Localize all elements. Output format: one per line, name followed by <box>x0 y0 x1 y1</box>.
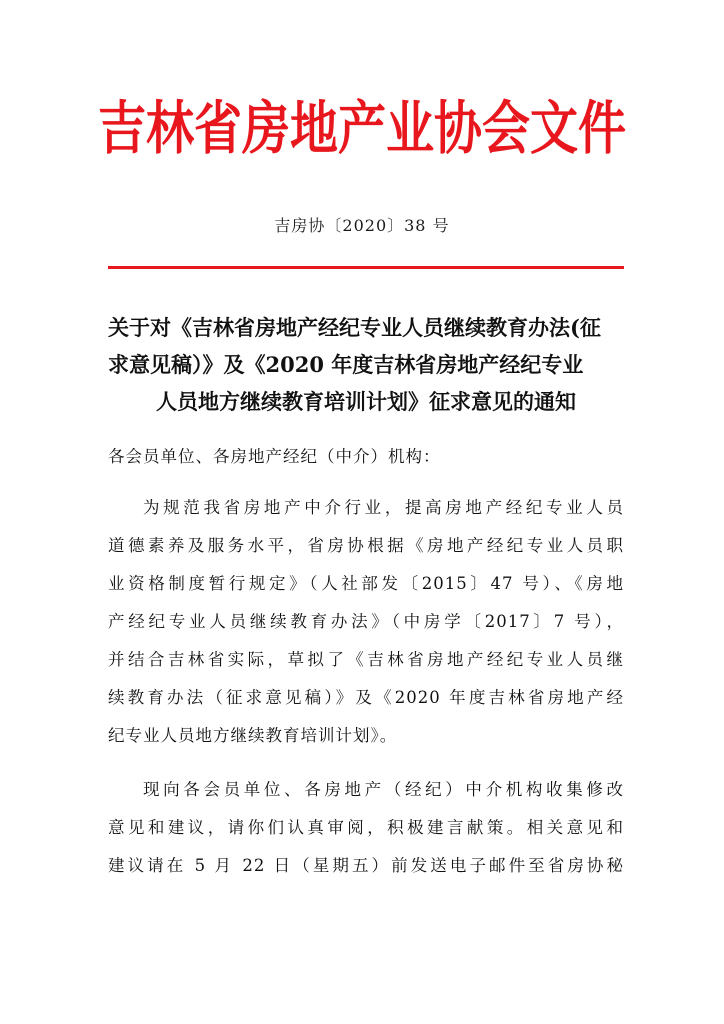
paragraph-line: 道德素养及服务水平，省房协根据《房地产经纪专业人员职 <box>108 536 624 555</box>
paragraph-line: 意见和建议，请你们认真审阅，积极建言献策。相关意见和 <box>108 818 624 837</box>
paragraph-line: 并结合吉林省实际，草拟了《吉林省房地产经纪专业人员继 <box>108 650 624 669</box>
paragraph-line: 业资格制度暂行规定》（人社部发〔2015〕47 号）、《房地 <box>108 574 624 593</box>
document-masthead: 吉林省房地产业协会文件 <box>97 95 626 163</box>
paragraph-line: 产经纪专业人员继续教育办法》（中房学〔2017〕7 号）， <box>108 612 624 631</box>
document-number: 吉房协〔2020〕38 号 <box>274 216 450 235</box>
salutation: 各会员单位、各房地产经纪（中介）机构： <box>108 447 441 466</box>
paragraph-line: 现向各会员单位、各房地产（经纪）中介机构收集修改 <box>143 780 624 799</box>
paragraph-line: 纪专业人员地方继续教育培训计划》。 <box>108 726 398 745</box>
title-line: 求意见稿）》及《2020 年度吉林省房地产经纪专业 <box>108 352 584 377</box>
body-paragraph-1 <box>108 489 624 755</box>
body-paragraph-2 <box>108 771 624 885</box>
title-line: 人员地方继续教育培训计划》征求意见的通知 <box>156 389 576 414</box>
paragraph-line: 为规范我省房地产中介行业，提高房地产经纪专业人员 <box>143 498 624 517</box>
paragraph-line: 续教育办法（征求意见稿）》及《2020 年度吉林省房地产经 <box>108 688 624 707</box>
notice-title <box>108 309 624 420</box>
red-divider-rule <box>108 266 624 269</box>
title-line: 关于对《吉林省房地产经纪专业人员继续教育办法(征 <box>108 315 601 340</box>
paragraph-line: 建议请在 5 月 22 日（星期五）前发送电子邮件至省房协秘 <box>108 856 624 875</box>
